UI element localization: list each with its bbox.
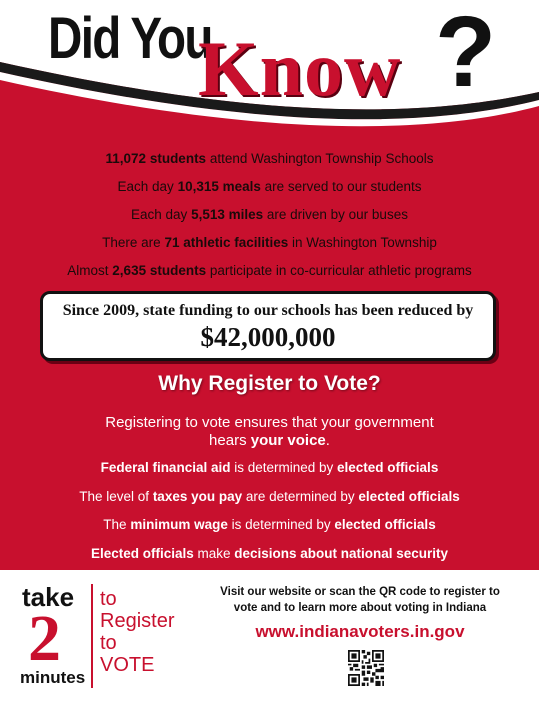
fact-item: There are 71 athletic facilities in Washington Township xyxy=(102,235,437,250)
funding-amount: $42,000,000 xyxy=(200,322,336,352)
fact-item: Each day 5,513 miles are driven by our buses xyxy=(131,207,408,222)
fact-item: Almost 2,635 students participate in co-curricular athletic programs xyxy=(67,263,472,278)
funding-callout-box xyxy=(40,291,496,361)
visit-instructions: Visit our website or scan the QR code to register to vote and to learn more about voting in Indiana xyxy=(220,586,500,614)
fact-item: Each day 10,315 meals are served to our students xyxy=(117,179,422,194)
fact-item: 11,072 students attend Washington Township Schools xyxy=(105,151,434,166)
two-numeral: 2 xyxy=(28,602,61,675)
reasons-list xyxy=(0,457,539,571)
to-register-to-vote-text: to Register to VOTE xyxy=(100,588,175,676)
reason-item: Elected officials make decisions about national security xyxy=(90,545,449,561)
headline-know: Know xyxy=(198,25,402,112)
footer-divider xyxy=(91,584,93,688)
footer-panel xyxy=(0,570,539,701)
facts-list xyxy=(0,148,539,288)
headline-did-you: Did You xyxy=(48,6,212,71)
take-label: take xyxy=(22,582,75,612)
reason-item: Federal financial aid is determined by elected officials xyxy=(100,460,439,475)
qr-code-icon[interactable] xyxy=(348,650,384,686)
minutes-label: minutes xyxy=(20,668,86,687)
reason-item: The level of taxes you pay are determined by elected officials xyxy=(79,488,460,504)
headline-question-mark: ? xyxy=(435,0,497,108)
reason-item: The minimum wage is determined by elected officials xyxy=(103,517,436,532)
website-link[interactable]: www.indianavoters.in.gov xyxy=(255,622,465,641)
funding-statement: Since 2009, state funding to our schools has been reduced by xyxy=(62,302,474,319)
register-ensures-text: Registering to vote ensures that your government hears your voice. xyxy=(105,414,434,449)
header-banner xyxy=(0,0,539,140)
why-register-heading: Why Register to Vote? xyxy=(158,372,381,395)
